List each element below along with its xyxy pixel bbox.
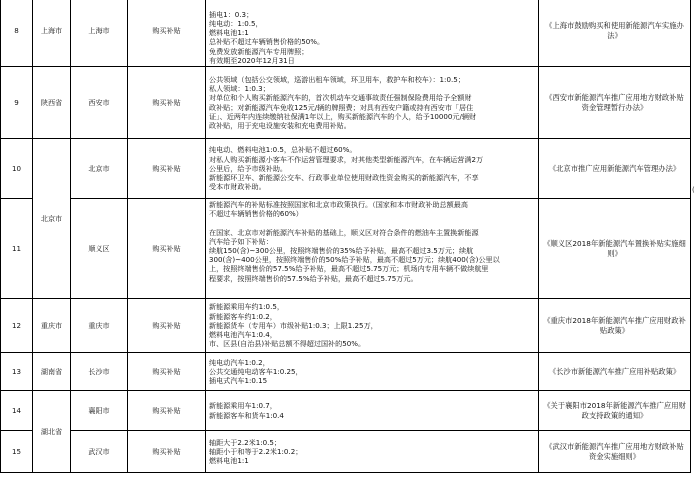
policy-cell <box>206 0 539 67</box>
subsidy-type-cell: 购买补贴 <box>128 353 206 391</box>
policy-line: 插电式汽车1:0.15 <box>209 376 268 386</box>
policy-line: 在国家、北京市对新能源汽车补贴的基础上，顺义区对符合条件的燃油车主置换新能源 <box>209 227 479 237</box>
policy-line: 新能源客车和货车1:0.4 <box>209 410 284 420</box>
policy-line: 政补贴，用于充电设施安装和充电费用补贴。 <box>209 120 351 130</box>
subsidy-type-cell: 购买补贴 <box>128 391 206 431</box>
policy-line: 新能源乘用车1:0.7， <box>209 401 277 411</box>
policy-line: 燃料电池1:1 <box>209 28 249 38</box>
policy-line: 政补贴；对新能源汽车免收125元/辆的牌照费；对具有西安户籍或持有西安市「居住 <box>209 102 474 112</box>
policy-line: 公里后，给予市级补助。 <box>209 163 288 173</box>
city-cell: 武汉市 <box>71 431 128 473</box>
policy-line: 插电1：0.3； <box>209 9 254 19</box>
row-number: 9 <box>1 67 33 139</box>
policy-line: 轴距大于2.2米1:0.5； <box>209 437 282 447</box>
table-row <box>1 0 691 67</box>
policy-line: 市、区县(自治县)补贴总额不得超过国补的50%。 <box>209 339 366 349</box>
document-title: 《关于襄阳市2018年新能源汽车推广应用财政支持政策的通知》 <box>543 401 686 420</box>
city-cell: 长沙市 <box>71 353 128 391</box>
policy-line: 受本市财政补助。 <box>209 182 266 192</box>
policy-line: 对私人购买新能源小客车不作运营管理要求，对其他类型新能源汽车，在车辆运营满2万 <box>209 154 484 164</box>
policy-line: 新能源环卫车、新能源公交车、行政事业单位使用财政性资金购买的新能源汽车，不享 <box>209 173 479 183</box>
policy-line: 新能源货车（专用车）市级补贴1:0.3；上限1.25万， <box>209 320 378 330</box>
province-cell: 湖南省 <box>33 353 71 391</box>
city-cell: 顺义区 <box>71 199 128 299</box>
table-row <box>1 199 691 299</box>
policy-line: 上，按照终端售价的57.5%给予补贴，最高不超过5.75万元；机场内专用车辆不做续航里 <box>209 264 489 274</box>
policy-cell <box>206 67 539 139</box>
policy-line: 免费发放新能源汽车专用牌照； <box>209 46 309 56</box>
table-row <box>1 353 691 391</box>
table-row <box>1 67 691 139</box>
subsidy-type-cell: 购买补贴 <box>128 199 206 299</box>
document-cell <box>539 391 691 431</box>
table-row <box>1 431 691 473</box>
document-cell: 《顺义区2018年新能源汽车置换补贴实施细则》 <box>539 199 691 299</box>
subsidy-type-cell: 购买补贴 <box>128 67 206 139</box>
document-cell: 《武汉市新能源汽车推广应用地方财政补贴资金实施细则》 <box>539 431 691 473</box>
subsidy-type-cell: 购买补贴 <box>128 431 206 473</box>
city-cell: 北京市 <box>71 139 128 199</box>
row-number: 14 <box>1 391 33 431</box>
policy-line: 燃料电池汽车1:0.4， <box>209 330 277 340</box>
policy-line: 不超过车辆销售价格的60%） <box>209 209 303 219</box>
policy-line: 纯电动、燃料电池1:0.5，总补贴不超过60%。 <box>209 145 357 155</box>
policy-cell <box>206 353 539 391</box>
margin-mark: ( <box>692 186 695 194</box>
row-number: 8 <box>1 0 33 67</box>
city-cell: 西安市 <box>71 67 128 139</box>
document-cell: 《上海市鼓励购买和使用新能源汽车实施办法》 <box>539 0 691 67</box>
policy-line: 燃料电池1:1 <box>209 456 249 466</box>
city-cell: 襄阳市 <box>71 391 128 431</box>
policy-line: 对单位和个人购买新能源汽车的，首次机动车交通事故责任强制保险费用给予全额财 <box>209 93 472 103</box>
policy-line: 证」、近两年内连续缴纳社保满1年以上，购买新能源汽车的个人，给予10000元/辆财 <box>209 111 477 121</box>
policy-line: 300(含)~400公里，按照终端售价的50%给予补贴，最高不超过5万元；续航400(含)公里以 <box>209 255 500 265</box>
policy-line: 新能源汽车的补贴标准按照国家和北京市政策执行。（国家和本市财政补助总额最高 <box>209 200 468 209</box>
row-number: 15 <box>1 431 33 473</box>
policy-line: 新能源客车约1:0.2， <box>209 311 277 321</box>
policy-line: 续航150(含)~300公里，按照终端售价的35%给予补贴，最高不超过3.5万元；续航 <box>209 246 474 256</box>
province-cell: 上海市 <box>33 0 71 67</box>
policy-line: 有效期至2020年12月31日 <box>209 55 295 65</box>
policy-line: 纯电动：1:0.5， <box>209 18 263 28</box>
province-cell: 湖北省 <box>33 391 71 473</box>
policy-line: 新能源乘用车约1:0.5， <box>209 302 284 312</box>
province-cell: 北京市 <box>33 139 71 299</box>
policy-line: 总补贴不超过车辆销售价格的50%。 <box>209 37 325 47</box>
row-number: 11 <box>1 199 33 299</box>
city-cell: 上海市 <box>71 0 128 67</box>
row-number: 12 <box>1 299 33 353</box>
policy-line: 程要求，按照终端售价的57.5%给予补贴，最高不超过5.75万元。 <box>209 273 418 283</box>
policy-line <box>209 218 535 227</box>
policy-line: 私人领域：1:0.3； <box>209 84 270 94</box>
province-cell: 陕西省 <box>33 67 71 139</box>
document-cell: 《重庆市2018年新能源汽车推广应用财政补贴政策》 <box>539 299 691 353</box>
table-row <box>1 299 691 353</box>
table-row <box>1 139 691 199</box>
subsidy-type-cell: 购买补贴 <box>128 0 206 67</box>
document-cell: 《北京市推广应用新能源汽车管理办法》 <box>539 139 691 199</box>
document-cell: 《西安市新能源汽车推广应用地方财政补贴资金管理暂行办法》 <box>539 67 691 139</box>
table-row <box>1 391 691 431</box>
city-cell: 重庆市 <box>71 299 128 353</box>
policy-line: 公共交通纯电动客车1:0.25， <box>209 366 303 376</box>
row-number: 10 <box>1 139 33 199</box>
province-cell: 重庆市 <box>33 299 71 353</box>
policy-line: 纯电动汽车1:0.2， <box>209 357 270 367</box>
policy-cell <box>206 391 539 431</box>
subsidy-type-cell: 购买补贴 <box>128 299 206 353</box>
subsidy-type-cell: 购买补贴 <box>128 139 206 199</box>
policy-line: 公共领域（包括公交领域，巡游出租车领域，环卫用车，救护车和校车）：1:0.5； <box>209 74 465 84</box>
policy-cell <box>206 199 539 299</box>
policy-cell <box>206 431 539 473</box>
policy-cell <box>206 139 539 199</box>
policy-line: 汽车给予如下补贴： <box>209 236 273 246</box>
policy-line: 轴距小于和等于2.2米1:0.2； <box>209 446 303 456</box>
policy-cell <box>206 299 539 353</box>
row-number: 13 <box>1 353 33 391</box>
document-cell: 《长沙市新能源汽车推广应用补贴政策》 <box>539 353 691 391</box>
